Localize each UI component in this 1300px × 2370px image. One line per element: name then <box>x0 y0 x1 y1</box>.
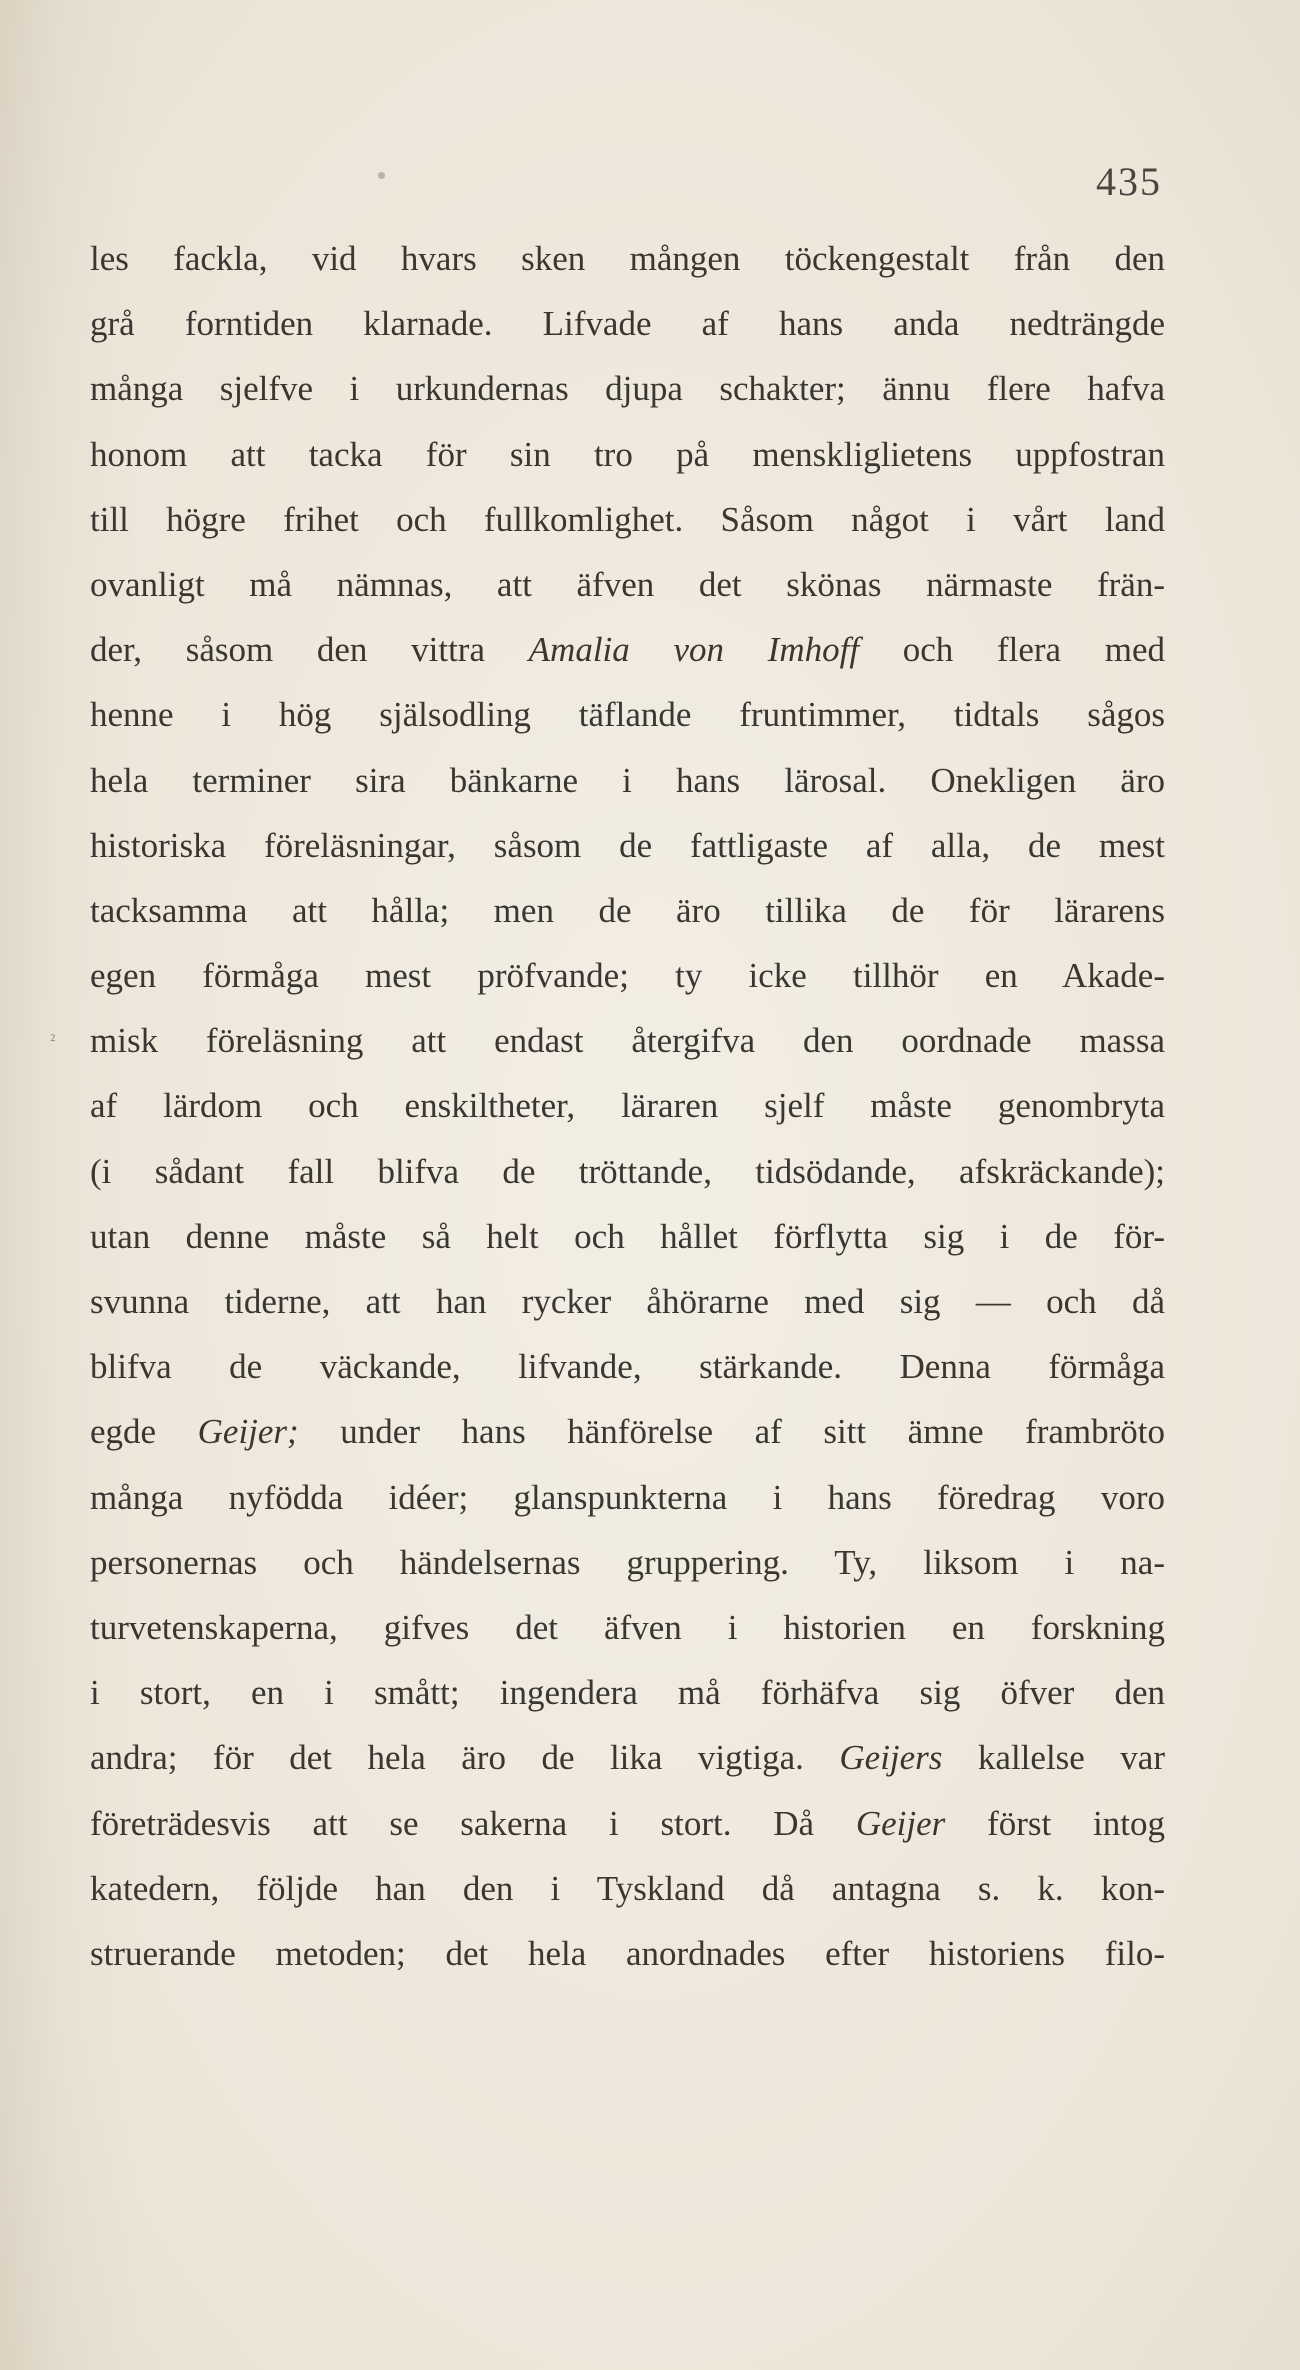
text-line: les fackla, vid hvars sken mången töckengestalt från den <box>90 239 1165 278</box>
text-line <box>90 617 1165 682</box>
text-line <box>90 1791 1165 1856</box>
body-text <box>90 226 1165 1986</box>
italic-name: Geijers <box>839 1738 943 1778</box>
text-line <box>90 1725 1165 1790</box>
text-line: ovanligt må nämnas, att äfven det skönas närmaste frän- <box>90 564 1165 604</box>
italic-name: Amalia von Imhoff <box>528 630 860 670</box>
page-number: 435 <box>1096 159 1162 204</box>
text-line: katedern, följde han den i Tyskland då antagna s. k. kon- <box>90 1868 1165 1908</box>
text-line: många sjelfve i urkundernas djupa schakter; ännu flere hafva <box>90 369 1165 409</box>
text-line: henne i hög själsodling täflande fruntimmer, tidtals sågos <box>90 695 1165 735</box>
text-line: svunna tiderne, att han rycker åhörarne med sig — och då <box>90 1282 1165 1321</box>
text-line: blifva de väckande, lifvande, stärkande. Denna förmåga <box>90 1347 1165 1387</box>
text-line: historiska föreläsningar, såsom de fattligaste af alla, de mest <box>90 825 1165 865</box>
text-line: (i sådant fall blifva de tröttande, tidsödande, afskräckande); <box>90 1151 1165 1191</box>
text-segment: under hans hänförelse af sitt ämne frambröto <box>298 1412 1165 1452</box>
text-line: till högre frihet och fullkomlighet. Såsom något i vårt land <box>90 499 1165 539</box>
italic-name: Geijer; <box>197 1412 299 1452</box>
text-segment: egde <box>90 1412 198 1452</box>
text-segment: andra; för det hela äro de lika vigtiga. <box>90 1738 840 1778</box>
text-segment: kallelse var <box>942 1738 1165 1778</box>
text-line: misk föreläsning att endast återgifva den oordnade massa <box>90 1021 1165 1061</box>
text-line: egen förmåga mest pröfvande; ty icke tillhör en Akade- <box>90 956 1165 996</box>
text-segment: först intog <box>945 1803 1165 1843</box>
text-line: hela terminer sira bänkarne i hans lärosal. Onekligen äro <box>90 760 1165 800</box>
text-line <box>90 1399 1165 1464</box>
text-line: utan denne måste så helt och hållet förflytta sig i de för- <box>90 1216 1165 1256</box>
text-line: i stort, en i smått; ingendera må förhäfva sig öfver den <box>90 1673 1165 1713</box>
text-line: honom att tacka för sin tro på menskliglietens uppfostran <box>90 434 1165 474</box>
text-line: grå forntiden klarnade. Lifvade af hans anda nedträngde <box>90 304 1165 344</box>
text-line: struerande metoden; det hela anordnades efter historiens filo- <box>90 1933 1165 1973</box>
text-segment: företrädesvis att se sakerna i stort. Då <box>90 1803 856 1843</box>
text-segment: och flera med <box>859 630 1165 670</box>
italic-name: Geijer <box>855 1803 946 1843</box>
text-line: turvetenskaperna, gifves det äfven i historien en forskning <box>90 1607 1165 1647</box>
text-line: personernas och händelsernas gruppering. Ty, liksom i na- <box>90 1542 1165 1582</box>
text-line: tacksamma att hålla; men de äro tillika de för lärarens <box>90 890 1165 930</box>
text-segment: der, såsom den vittra <box>90 630 529 670</box>
ink-speck <box>378 172 385 179</box>
margin-mark: ² <box>50 1030 56 1050</box>
text-line: af lärdom och enskiltheter, läraren sjelf måste genombryta <box>90 1086 1165 1126</box>
text-line: många nyfödda idéer; glanspunkterna i hans föredrag voro <box>90 1477 1165 1517</box>
